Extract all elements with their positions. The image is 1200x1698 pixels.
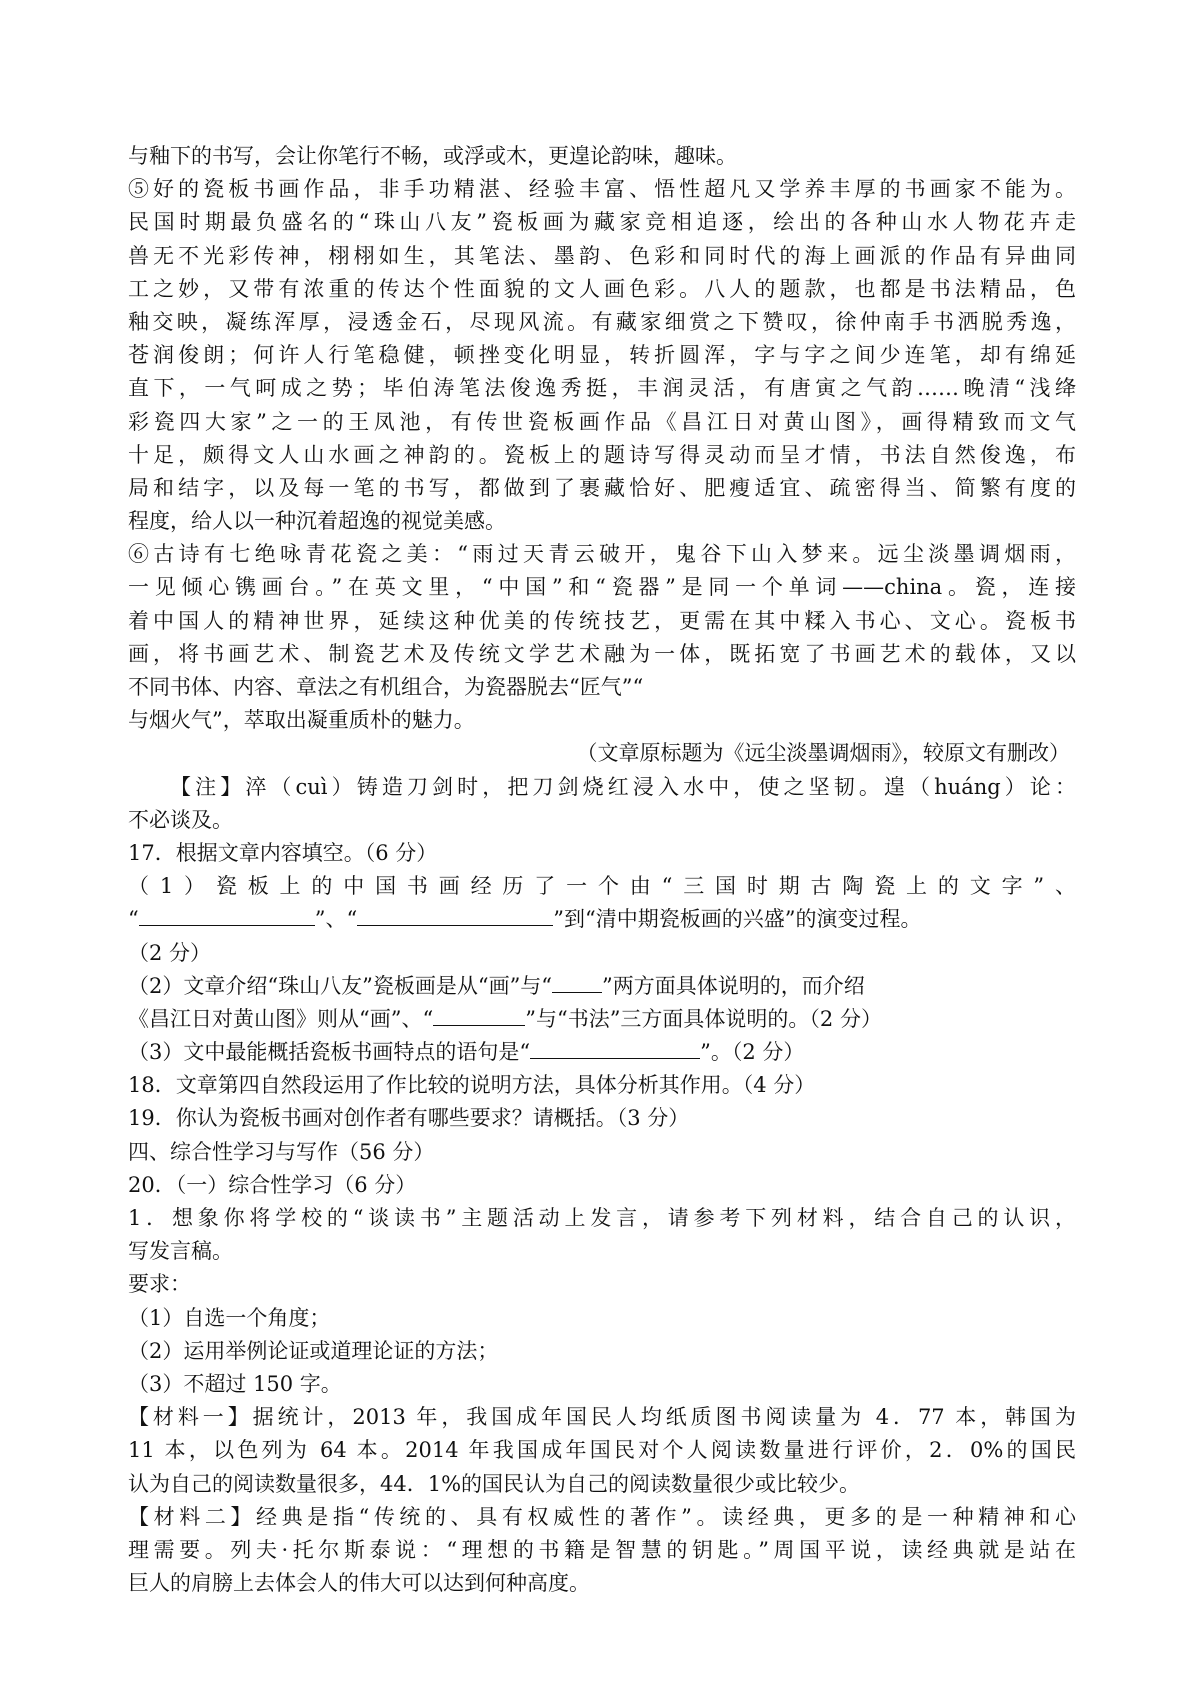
- question-17-3: [128, 1036, 1076, 1069]
- material-2: 【材料二】经典是指“传统的、具有权威性的著作”。读经典，更多的是一种精神和心: [128, 1504, 1076, 1529]
- task-1: 1．想象你将学校的“谈读书”主题活动上发言，请参考下列材料，结合自己的认识，: [128, 1206, 1076, 1230]
- passage-line: 程度，给人以一种沉着超逸的视觉美感。: [128, 509, 506, 534]
- passage-line: 直下，一气呵成之势；毕伯涛笔法俊逸秀挺，丰润灵活，有唐寅之气韵……晚清“浅绛: [128, 376, 1076, 401]
- question-17-1-score: （2 分）: [128, 940, 212, 965]
- question-text: （3）文中最能概括瓷板书画特点的语句是“: [128, 1040, 531, 1065]
- passage-line: 画，将书画艺术、制瓷艺术及传统文学艺术融为一体，既拓宽了书画艺术的载体，又以: [128, 641, 1076, 666]
- question-17-2-cont: [128, 1003, 1076, 1036]
- answer-blank[interactable]: [139, 905, 315, 926]
- passage-line: 不同书体、内容、章法之有机组合，为瓷器脱去“匠气”“: [128, 675, 644, 699]
- question-17-2: [128, 970, 1076, 1003]
- question-text: ”两方面具体说明的，而介绍: [602, 973, 865, 998]
- material-1: 【材料一】据统计，2013 年，我国成年国民人均纸质图书阅读量为 4．77 本，韩国为: [128, 1405, 1076, 1430]
- material-1-cont: 认为自己的阅读数量很多，44．1%的国民认为自己的阅读数量很少或比较少。: [128, 1471, 861, 1496]
- passage-line: 着中国人的精神世界，延续这种优美的传统技艺，更需在其中糅入书心、文心。瓷板书: [128, 608, 1076, 633]
- quote-text: “: [128, 907, 139, 932]
- question-17: 17．根据文章内容填空。（6 分）: [128, 840, 438, 865]
- question-17-1-blanks: [128, 903, 1076, 936]
- requirement-2: （2）运用举例论证或道理论证的方法；: [128, 1338, 499, 1363]
- passage-line: 局和结字，以及每一笔的书写，都做到了裹藏恰好、肥瘦适宜、疏密得当、简繁有度的: [128, 475, 1076, 500]
- passage-line: 彩瓷四大家”之一的王凤池，有传世瓷板画作品《昌江日对黄山图》，画得精致而文气: [128, 409, 1076, 434]
- question-text: ”到“清中期瓷板画的兴盛”的演变过程。: [553, 907, 922, 932]
- question-17-1: （1）瓷板上的中国书画经历了一个由“三国时期古陶瓷上的文字”、: [128, 874, 1076, 899]
- passage-line: 苍润俊朗；何许人行笔稳健，顿挫变化明显，转折圆浑，字与字之间少连笔，却有绵延: [128, 343, 1076, 368]
- passage-line: 工之妙，又带有浓重的传达个性面貌的文人画色彩。八人的题款，也都是书法精品，色: [128, 276, 1076, 301]
- section-4-heading: 四、综合性学习与写作（56 分）: [128, 1139, 435, 1164]
- answer-blank[interactable]: [530, 1038, 700, 1059]
- passage-line: 民国时期最负盛名的“珠山八友”瓷板画为藏家竞相追逐，绘出的各种山水人物花卉走: [128, 210, 1076, 235]
- annotation-note-cont: 不必谈及。: [128, 807, 233, 832]
- answer-blank[interactable]: [552, 972, 602, 993]
- quote-text: ”、“: [314, 907, 358, 932]
- requirement-3: （3）不超过 150 字。: [128, 1371, 342, 1396]
- passage-line: 十足，颇得文人山水画之神韵的。瓷板上的题诗写得灵动而呈才情，书法自然俊逸，布: [128, 442, 1076, 467]
- paragraph-6-start: ⑥古诗有七绝咏青花瓷之美：“雨过天青云破开，鬼谷下山入梦来。远尘淡墨调烟雨，: [128, 542, 1076, 567]
- material-1-cont: 11 本，以色列为 64 本。2014 年我国成年国民对个人阅读数量进行评价，2．0%的国民: [128, 1438, 1076, 1463]
- source-note: （文章原标题为《远尘淡墨调烟雨》，较原文有删改）: [576, 741, 1070, 766]
- question-19: 19．你认为瓷板书画对创作者有哪些要求？请概括。（3 分）: [128, 1106, 690, 1131]
- passage-line: 与烟火气”，萃取出凝重质朴的魅力。: [128, 708, 475, 733]
- answer-blank[interactable]: [357, 905, 553, 926]
- question-18: 18．文章第四自然段运用了作比较的说明方法，具体分析其作用。（4 分）: [128, 1073, 816, 1098]
- answer-blank[interactable]: [433, 1005, 525, 1026]
- task-1-cont: 写发言稿。: [128, 1239, 233, 1264]
- passage-line: 与釉下的书写，会让你笔行不畅，或浮或木，更遑论韵味，趣味。: [128, 144, 737, 168]
- questions: [128, 837, 1076, 1600]
- passage-line: 一见倾心镌画台。”在英文里，“中国”和“瓷器”是同一个单词——china。瓷，连接: [128, 575, 1076, 600]
- question-20: 20．（一）综合性学习（6 分）: [128, 1172, 417, 1197]
- question-text: （2）文章介绍“珠山八友”瓷板画是从“画”与“: [128, 973, 553, 998]
- annotation-note: 【注】淬（cuì）铸造刀剑时，把刀剑烧红浸入水中，使之坚韧。遑（huáng）论：: [170, 774, 1076, 799]
- exam-page: [128, 140, 1076, 1600]
- passage: [128, 140, 1076, 837]
- requirements-label: 要求：: [128, 1272, 191, 1297]
- paragraph-5-start: ⑤好的瓷板书画作品，非手功精湛、经验丰富、悟性超凡又学养丰厚的书画家不能为。: [128, 177, 1076, 202]
- passage-line: 兽无不光彩传神，栩栩如生，其笔法、墨韵、色彩和同时代的海上画派的作品有异曲同: [128, 243, 1076, 268]
- passage-line: 釉交映，凝练浑厚，浸透金石，尽现风流。有藏家细赏之下赞叹，徐仲南手书洒脱秀逸，: [128, 309, 1076, 334]
- question-text: ”。（2 分）: [700, 1040, 805, 1065]
- material-2-cont: 巨人的肩膀上去体会人的伟大可以达到何种高度。: [128, 1571, 590, 1596]
- question-text: ”与“书法”三方面具体说明的。（2 分）: [525, 1006, 882, 1031]
- question-text: 《昌江日对黄山图》则从“画”、“: [128, 1006, 434, 1031]
- material-2-cont: 理需要。列夫·托尔斯泰说：“理想的书籍是智慧的钥匙。”周国平说，读经典就是站在: [128, 1537, 1076, 1562]
- requirement-1: （1）自选一个角度；: [128, 1305, 331, 1330]
